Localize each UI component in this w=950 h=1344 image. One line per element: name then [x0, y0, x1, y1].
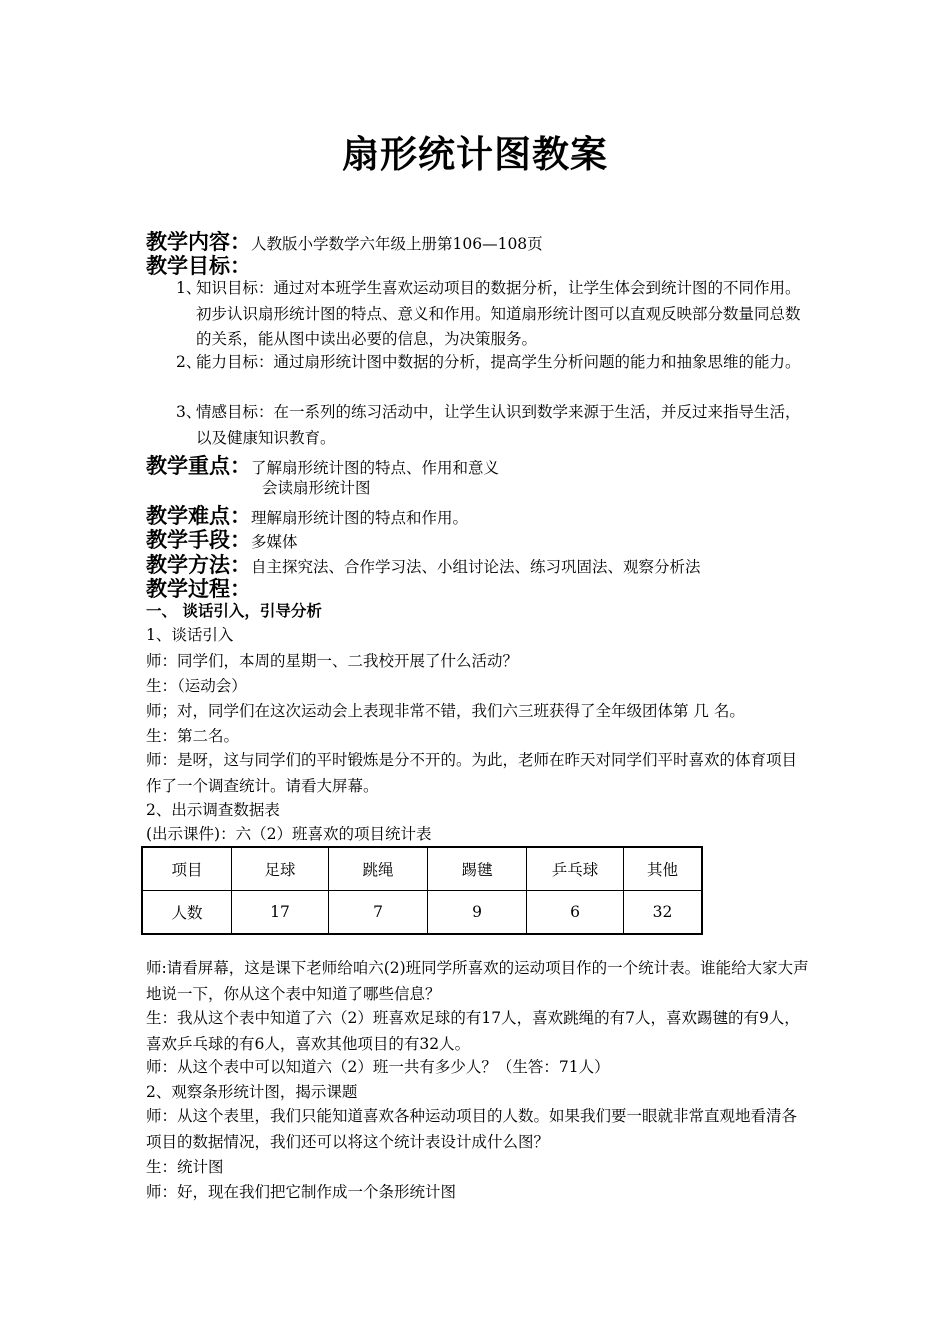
text-line: 师：从这个表中可以知道六（2）班一共有多少人？（生答：71人） — [146, 1058, 610, 1076]
methods-value: 自主探究法、合作学习法、小组讨论法、练习巩固法、观察分析法 — [251, 558, 701, 576]
table-row — [142, 891, 702, 935]
table-cell: 9 — [428, 891, 527, 935]
key-points-line2: 会读扇形统计图 — [262, 479, 371, 497]
methods-label: 教学方法： — [146, 553, 251, 577]
page-title: 扇形统计图教案 — [342, 133, 608, 176]
text-line: 师；对，同学们在这次运动会上表现非常不错，我们六三班获得了全年级团体第 几 名。 — [146, 702, 745, 720]
difficulty-value: 理解扇形统计图的特点和作用。 — [251, 509, 469, 527]
difficulty-label: 教学难点： — [146, 504, 251, 528]
table-cell: 乒乓球 — [527, 847, 624, 891]
paragraph: 生：我从这个表中知道了六（2）班喜欢足球的有17人，喜欢跳绳的有7人，喜欢踢毽的有9人，喜欢乒乓球的有6人，喜欢其他项目的有32人。 — [146, 1009, 800, 1053]
table-cell: 17 — [232, 891, 329, 935]
table-cell: 人数 — [142, 891, 232, 935]
content-value: 人教版小学数学六年级上册第106—108页 — [251, 235, 543, 253]
sports-stats-table — [141, 846, 703, 935]
text-line: 生：第二名。 — [146, 727, 240, 745]
table-cell: 踢毽 — [428, 847, 527, 891]
table-cell: 其他 — [624, 847, 703, 891]
paragraph: 师:请看屏幕，这是课下老师给咱六(2)班同学所喜欢的运动项目作的一个统计表。谁能给大家大声地说一下，你从这个表中知道了哪些信息？ — [146, 959, 809, 1003]
text-line: 师：同学们，本周的星期一、二我校开展了什么活动？ — [146, 652, 519, 670]
key-points-label: 教学重点： — [146, 454, 251, 478]
text-line: 生：（运动会） — [146, 677, 247, 695]
content-label: 教学内容： — [146, 230, 251, 254]
text-line: 1、谈话引入 — [146, 626, 234, 644]
paragraph: 师：从这个表里，我们只能知道喜欢各种运动项目的人数。如果我们要一眼就非常直观地看清各项目的数据情况，我们还可以将这个统计表设计成什么图？ — [146, 1107, 798, 1151]
goal-number: 2、 — [176, 353, 202, 371]
text-line: 2、出示调查数据表 — [146, 801, 280, 819]
table-cell: 项目 — [142, 847, 232, 891]
means-value: 多媒体 — [251, 533, 298, 551]
goal-item — [176, 400, 812, 451]
means-label: 教学手段： — [146, 528, 251, 552]
table-cell: 32 — [624, 891, 703, 935]
text-line: 生：统计图 — [146, 1158, 224, 1176]
table-cell: 7 — [329, 891, 428, 935]
goal-item — [176, 350, 812, 376]
table-cell: 足球 — [232, 847, 329, 891]
process-label: 教学过程： — [146, 577, 251, 601]
table-header-row — [142, 847, 702, 891]
section-heading: 一、 谈话引入，引导分析 — [146, 602, 322, 620]
goal-number: 3、 — [176, 403, 202, 421]
text-line: 师：好，现在我们把它制作成一个条形统计图 — [146, 1183, 457, 1201]
goal-text: 能力目标：通过扇形统计图中数据的分析，提高学生分析问题的能力和抽象思维的能力。 — [196, 353, 801, 371]
goal-number: 1、 — [176, 279, 202, 297]
goals-label: 教学目标： — [146, 254, 251, 278]
key-points-line1: 了解扇形统计图的特点、作用和意义 — [251, 459, 500, 477]
paragraph: 师：是呀，这与同学们的平时锻炼是分不开的。为此，老师在昨天对同学们平时喜欢的体育项目作了一个调查统计。请看大屏幕。 — [146, 751, 798, 795]
goal-item — [176, 276, 812, 353]
goal-text: 知识目标：通过对本班学生喜欢运动项目的数据分析，让学生体会到统计图的不同作用。初步认识扇形统计图的特点、意义和作用。知道扇形统计图可以直观反映部分数量同总数的关系，能从图中读出必要的信息，为决策服务。 — [196, 279, 801, 348]
table-cell: 6 — [527, 891, 624, 935]
text-line: (出示课件)：六（2）班喜欢的项目统计表 — [146, 825, 432, 843]
table-cell: 跳绳 — [329, 847, 428, 891]
text-line: 2、观察条形统计图，揭示课题 — [146, 1083, 358, 1101]
goal-text: 情感目标：在一系列的练习活动中，让学生认识到数学来源于生活，并反过来指导生活，以及健康知识教育。 — [196, 403, 801, 447]
